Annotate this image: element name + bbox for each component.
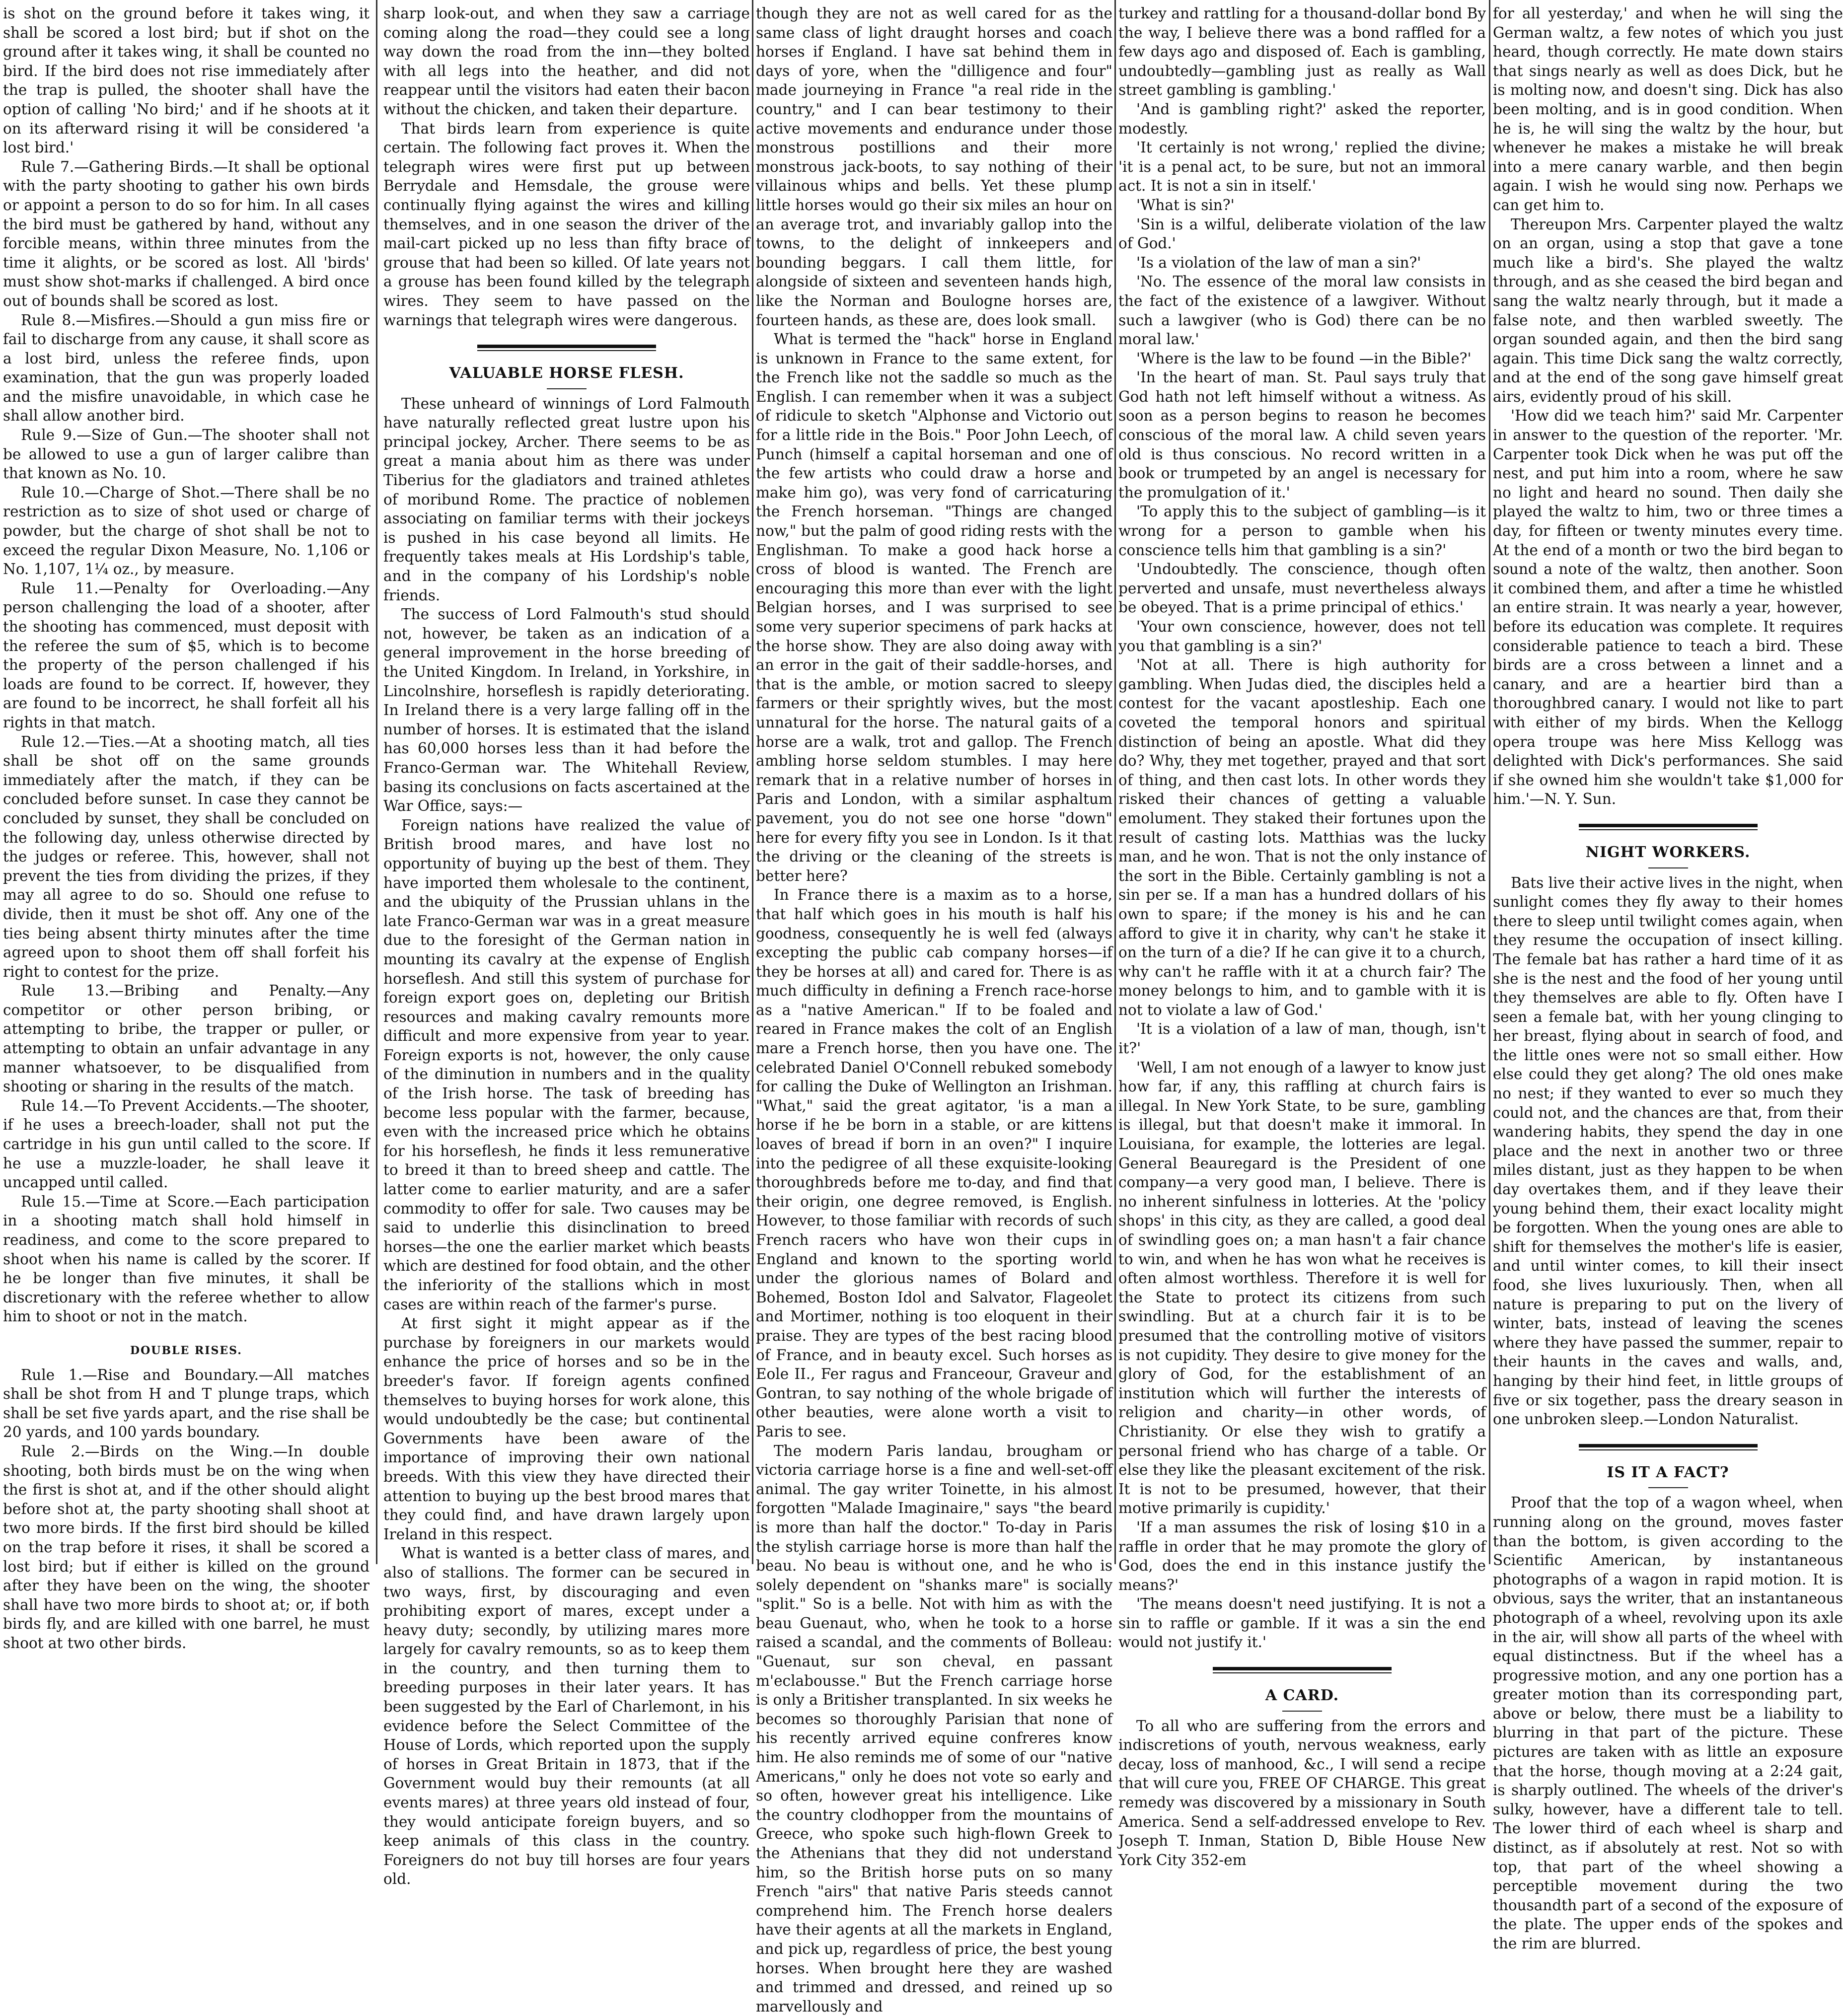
headline-dash bbox=[547, 388, 587, 389]
paragraph: 'Sin is a wilful, deliberate violation of the law of God.' bbox=[1118, 216, 1486, 252]
column-french-horses bbox=[756, 4, 1112, 2015]
column-rule bbox=[752, 0, 753, 1564]
paragraph: 'Your own conscience, however, does not tell you that gambling is a sin?' bbox=[1118, 618, 1486, 654]
column-shooting-rules bbox=[3, 4, 369, 1652]
paragraph: 'Undoubtedly. The conscience, though often perverted and unsafe, must nevertheless always be obeyed. That is a prime principal of ethics.' bbox=[1118, 561, 1486, 616]
paragraph: 'In the heart of man. St. Paul says truly that God hath not left himself without a witness. As soon as a person begins to reason he becomes conscious of the moral law. A child seven years old is thus conscious. No record written in a book or trumpeted by an angel is necessary for the promulgation of it.' bbox=[1118, 369, 1486, 501]
paragraph: 'To apply this to the subject of gambling—is it wrong for a person to gamble when his conscience tells him that gambling is a sin?' bbox=[1118, 503, 1486, 559]
paragraph: Proof that the top of a wagon wheel, when running along on the ground, moves faster than the bottom, is given according to the Scientific American, by instantaneous photographs of a wagon in rapid motion. It is obvious, says the writer, that an instantaneous photograph of a wheel, revolving upon its axle in the air, will show all parts of the wheel with equal distinctness. But if the wheel has a progressive motion, and any one portion has a greater motion than its corresponding part, above or below, there must be a liability to blurring in that part of the picture. These pictures are taken with as little an exposure that the horse, though moving at a 2:24 gait, is sharply outlined. The wheels of the driver's sulky, however, have a different tale to tell. The lower third of each wheel is sharp and distinct, as if absolutely at rest. Not so with top, that part of the wheel showing a perceptible movement during the two thousandth part of a second of the exposure of the plate. The upper ends of the spokes and the rim are blurred. bbox=[1493, 1494, 1843, 1952]
paragraph: 'It is a violation of a law of man, though, isn't it?' bbox=[1118, 1020, 1486, 1057]
paragraph: At first sight it might appear as if the purchase by foreigners in our markets would enhance the price of horses and so be in the breeder's favor. If foreign agents confined themselves to buying horses for work alone, this would undoubtedly be the case; but continental Governments have been aware of the importance of improving their own national breeds. With this view they have directed their attention to buying up the best brood mares that they could find, and have drawn largely upon Ireland in this respect. bbox=[383, 1315, 750, 1543]
column-rule bbox=[1114, 0, 1116, 1564]
article-headline: A CARD. bbox=[1265, 1687, 1339, 1705]
paragraph: Bats live their active lives in the night, when sunlight comes they fly away to their homes there to sleep until twilight comes again, when they resume the occupation of insect killing. The female bat has rather a hard time of it as she is the nest and the food of her young until they themselves are able to fly. Often have I seen a female bat, with her young clinging to her breast, flying about in search of food, and the little ones were not so small either. How else could they get along? The old ones make no nest; if they wanted to ever so much they could not, and the chances are that, from their wandering habits, they spend the day in one place and the next in another two or three miles distant, just as they happen to be when day overtakes them, and if they leave their young behind them, their exact locality might be forgotten. When the young ones are able to shift for themselves the mother's life is easier, and until winter comes, to kill their insect food, she lives luxuriously. Then, when all nature is preparing to put on the livery of winter, bats, instead of leaving the scenes where they have passed the summer, repair to their haunts in the caves and walls, and, hanging by their hind feet, in little groups of five or six together, pass the dreary season in one unbroken sleep.—London Naturalist. bbox=[1493, 874, 1843, 1428]
advertisement-text: To all who are suffering from the errors and indiscretions of youth, nervous weakness, early decay, loss of manhood, &c., I will send a recipe that will cure you, FREE OF CHARGE. This great remedy was discovered by a missionary in South America. Send a self-addressed envelope to Rev. Joseph T. Inman, Station D, Bible House New York City 352-em bbox=[1118, 1717, 1486, 1869]
paragraph: In France there is a maxim as to a horse, that half which goes in his mouth is half his goodness, consequently he is well fed (always excepting the public cab company horses—if they be horses at all) and cared for. There is as much difficulty in defining a French race-horse as a "native American." If to be foaled and reared in France makes the colt of an English mare a French horse, then you have one. The celebrated Daniel O'Connell rebuked somebody for calling the Duke of Wellington an Irishman. "What," said the great agitator, 'is a man a horse if he be born in a stable, or are kittens loaves of bread if born in an oven?" I inquire into the pedigree of all these exquisite-looking thoroughbreds before me to-day, and find that their origin, one degree removed, is English. However, to those familiar with records of such French racers who have won their cups in England and known to the sporting world under the glorious names of Bolard and Bohemed, Boston Idol and Salvator, Flageolet and Mortimer, nothing is too eloquent in their praise. They are types of the best racing blood of France, and in beauty excel. Such horses as Eole II., Fer ragus and Franceour, Graveur and Gontran, to say nothing of the whole brigade of other beauties, were alone worth a visit to Paris to see. bbox=[756, 886, 1112, 1440]
article-headline: IS IT A FACT? bbox=[1607, 1463, 1729, 1481]
headline-dash bbox=[1648, 867, 1688, 868]
headline-dash bbox=[1282, 1711, 1322, 1712]
paragraph: The modern Paris landau, brougham or victoria carriage horse is a fine and well-set-off animal. The gay writer Toinette, in his almost forgotten "Malade Imaginaire," says "the beard is more than half the doctor." To-day in Paris the stylish carriage horse is more than half the beau. No beau is without one, and he who is solely dependent on "shanks mare" is socially "split." So is a belle. Not with him as with the beau Guenaut, who, when he took to a horse raised a scandal, and the comments of Bolleau: "Guenaut, sur son cheval, en passant m'eclabousse." But the French carriage horse is only a Britisher transplanted. In six weeks he becomes so thoroughly Parisian that none of his recently arrived equine confreres know him. He also reminds me of some of our "native Americans," only he does not vote so early and so often, however great his intelligence. Like the country clodhopper from the mountains of Greece, who spoke such high-flown Greek to the Athenians that they did not understand him, so the British horse puts on so many French "airs" that native Paris steeds cannot comprehend him. The French horse dealers have their agents at all the markets in England, and pick up, regardless of price, the best young horses. When brought here they are washed and trimmed and dressed, and reined up so marvellously and bbox=[756, 1442, 1112, 2015]
paragraph: though they are not as well cared for as the same class of light draught horses and coach horses if England. I have sat behind them in days of yore, when the "dilligence and four" made journeying in France "a real ride in the country," and I can bear testimony to their active movements and endurance under those monstrous postillions and their more monstrous jack-boots, to say nothing of their villainous whips and bells. Yet these plump little horses would go their six miles an hour on an average trot, and invariably gallop into the towns, to the delight of innkeepers and bounding beggars. I call them little, for alongside of sixteen and seventeen hands high, like the Norman and Boulogne horses are, fourteen hands, as these are, does look small. bbox=[756, 5, 1112, 329]
section-rule bbox=[1579, 824, 1758, 830]
paragraph: Rule 14.—To Prevent Accidents.—The shooter, if he uses a breech-loader, shall not put the cartridge in his gun until called to the score. If he use a muzzle-loader, he shall leave it uncapped until called. bbox=[3, 1097, 369, 1191]
paragraph: Rule 9.—Size of Gun.—The shooter shall not be allowed to use a gun of larger calibre than that known as No. 10. bbox=[3, 427, 369, 482]
paragraph: Rule 1.—Rise and Boundary.—All matches shall be shot from H and T plunge traps, which shall be set five yards apart, and the rise shall be 20 yards, and 100 yards boundary. bbox=[3, 1366, 369, 1441]
column-horse-flesh bbox=[383, 4, 750, 1888]
paragraph: 'Where is the law to be found —in the Bible?' bbox=[1136, 350, 1472, 367]
paragraph: sharp look-out, and when they saw a carriage coming along the road—they could see a long way down the road from the inn—they bolted with all legs into the heather, and did not reappear until the visitors had eaten their bacon without the chicken, and taken their departure. bbox=[383, 5, 750, 118]
paragraph: These unheard of winnings of Lord Falmouth have naturally reflected great lustre upon his principal jockey, Archer. There seems to be as great a mania about him as there was under Tiberius for the gladiators and trained athletes of moribund Rome. The practice of noblemen associating on familiar terms with their jockeys is pushed in his case beyond all limits. He frequently takes meals at His Lordship's table, and in the company of his Lordship's noble friends. bbox=[383, 395, 750, 604]
paragraph: Foreign nations have realized the value of British brood mares, and have lost no opportunity of buying up the best of them. They have imported them wholesale to the continent, and the ubiquity of the Prussian uhlans in the late Franco-German war was in a great measure due to the foresight of the German nation in mounting its cavalry at the expense of English horseflesh. And still this system of purchase for foreign export goes on, depleting our British resources and making cavalry remounts more difficult and more expensive from year to year. Foreign exports is not, however, the only cause of the diminution in numbers and in the quality of the Irish horse. The task of breeding has become less popular with the farmer, because, even with the increased price which he obtains for his horseflesh, he finds it less remunerative to breed it than to breed sheep and cattle. The latter come to earlier maturity, and are a safer commodity to offer for sale. Two causes may be said to underlie this disinclination to breed horses—the one the earlier market which beasts which are destined for food obtain, and the other the inferiority of the stallions which in most cases are within reach of the farmer's purse. bbox=[383, 816, 750, 1313]
paragraph: Rule 7.—Gathering Birds.—It shall be optional with the party shooting to gather his own birds or appoint a person to do so for him. In all cases the bird must be gathered by hand, without any forcible means, within three minutes from the time it alights, or be scored as lost. All 'birds' must show shot-marks if challenged. A bird once out of bounds shall be scored as lost. bbox=[3, 158, 369, 309]
paragraph: 'Well, I am not enough of a lawyer to know just how far, if any, this raffling at church fairs is illegal. In New York State, to be sure, gambling is illegal, but that doesn't make it immoral. In Louisiana, for example, the lotteries are legal. General Beauregard is the President of one company—a very good man, I believe. There is no inherent sinfulness in lotteries. At the 'policy shops' in this city, as they are called, a good deal of swindling goes on; a man hasn't a fair chance to win, and when he has won what he receives is often almost worthless. Therefore it is well for the State to protect its citizens from such swindling. But at a church fair it is to be presumed that the controlling motive of visitors is not cupidity. They desire to give money for the glory of God, for the establishment of an institution which will further the interests of religion and charity—in other words, of Christianity. Or else they wish to gratify a personal friend who has charge of a table. Or else they like the pleasant excitement of the risk. It is not to be presumed, however, that their motive primarily is cupidity.' bbox=[1118, 1059, 1486, 1517]
paragraph: What is termed the "hack" horse in England is unknown in France to the same extent, for the French like not the saddle so much as the English. I can remember when it was a subject of ridicule to sketch "Alphonse and Victorio out for a little ride in the Bois." Poor John Leech, of Punch (himself a capital horseman and one of the few artists who could draw a horse and make him go), was very fond of carricaturing the French horseman. "Things are changed now," but the palm of good riding rests with the Englishman. To make a good hack horse a cross of blood is wanted. The French are encouraging this more than ever with the light Belgian horses, and I was surprised to see some very superior specimens of park hacks at the horse show. They are also doing away with an error in the gait of their saddle-horses, and that is the amble, or motion sacred to sleepy farmers or their sprightly wives, but the most unnatural for the horse. The natural gaits of a horse are a walk, trot and gallop. The French ambling horse seldom stumbles. I may here remark that in a relative number of horses in Paris and London, with a similar asphaltum pavement, you do not see one horse "down" here for every fifty you see in London. Is it that the driving or the cleaning of the streets is better here? bbox=[756, 331, 1112, 884]
paragraph: Rule 12.—Ties.—At a shooting match, all ties shall be shot off on the same grounds immediately after the match, if they can be concluded before sunset. In case they cannot be concluded by sunset, they shall be concluded on the following day, unless otherwise directed by the judges or referee. This, however, shall not prevent the ties from dividing the prizes, if they may all agree to do so. Should one refuse to divide, then it must be shot off. Any one of the ties being absent thirty minutes after the time agreed upon to shoot them off shall forfeit his right to contest for the prize. bbox=[3, 733, 369, 980]
paragraph: 'And is gambling right?' asked the reporter, modestly. bbox=[1118, 100, 1486, 137]
paragraph: 'It certainly is not wrong,' replied the divine; 'it is a penal act, to be sure, but not an immoral act. It is not a sin in itself.' bbox=[1118, 139, 1486, 195]
paragraph: The success of Lord Falmouth's stud should not, however, be taken as an indication of a general improvement in the horse breeding of the United Kingdom. In Ireland, in Yorkshire, in Lincolnshire, horseflesh is rapidly deteriorating. In Ireland there is a very large falling off in the number of horses. It is estimated that the island has 60,000 horses less than it had before the Franco-German war. The Whitehall Review, basing its conclusions on facts ascertained at the War Office, says:— bbox=[383, 606, 750, 815]
paragraph: turkey and rattling for a thousand-dollar bond By the way, I believe there was a bond raffled for a few days ago and disposed of. Each is gambling, undoubtedly—gambling just as really as Wall street gambling is gambling.' bbox=[1118, 5, 1486, 99]
paragraph: Rule 8.—Misfires.—Should a gun miss fire or fail to discharge from any cause, it shall score as a lost bird, unless the referee finds, upon examination, that the gun was properly loaded and the misfire unavoidable, in which case he shall allow another bird. bbox=[3, 311, 369, 425]
paragraph: 'No. The essence of the moral law consists in the fact of the existence of a lawgiver. Without such a lawgiver (who is God) there can be no moral law.' bbox=[1118, 273, 1486, 348]
paragraph: Rule 15.—Time at Score.—Each participation in a shooting match shall hold himself in readiness, and come to the score prepared to shoot when his name is called by the scorer. If he be longer than five minutes, it shall be discretionary with the referee whether to allow him to shoot or not in the match. bbox=[3, 1193, 369, 1325]
paragraph: That birds learn from experience is quite certain. The following fact proves it. When the telegraph wires were first put up between Berrydale and Hemsdale, the grouse were continually flying against the wires and killing themselves, and in one season the driver of the mail-cart picked up no less than fifty brace of grouse that had been so killed. Of late years not a grouse has been found killed by the telegraph wires. They seem to have passed on the warnings that telegraph wires were dangerous. bbox=[383, 120, 750, 329]
article-headline: VALUABLE HORSE FLESH. bbox=[449, 364, 684, 382]
paragraph: 'Not at all. There is high authority for gambling. When Judas died, the disciples held a contest for the vacant apostleship. Each one coveted the temporal honors and spiritual distinction of being an apostle. What did they do? Why, they met together, prayed and that sort of thing, and then cast lots. In other words they risked their chances of getting a valuable emolument. They staked their fortunes upon the result of casting lots. Matthias was the lucky man, and he won. That is not the only instance of the sort in the Bible. Certainly gambling is not a sin per se. If a man has a hundred dollars of his own to spare; if the money is his and he can afford to give it in charity, why can't he stake it on the turn of a die? If he can give it to a church, why can't he raffle with it at a church fair? The money belongs to him, and to gamble with it is not to violate a law of God.' bbox=[1118, 656, 1486, 1018]
column-bird-and-bats bbox=[1493, 4, 1843, 1952]
section-subhead: DOUBLE RISES. bbox=[130, 1344, 242, 1357]
section-rule bbox=[1213, 1667, 1392, 1673]
paragraph: 'Is a violation of the law of man a sin?' bbox=[1136, 254, 1421, 271]
paragraph: 'If a man assumes the risk of losing $10 in a raffle in order that he may promote the glory of God, does the end in this instance justify the means?' bbox=[1118, 1518, 1486, 1593]
column-rule bbox=[1489, 0, 1490, 1564]
paragraph: 'What is sin?' bbox=[1136, 196, 1235, 214]
paragraph: 'How did we teach him?' said Mr. Carpenter in answer to the question of the reporter. 'Mr. Carpenter took Dick when he was put off the nest, and put him into a room, where he saw no light and heard no sound. Then daily she played the waltz to him, two or three times a day, for fifteen or twenty minutes every time. At the end of a month or two the bird began to sound a note of the waltz, then another. Soon it combined them, and after a time he whistled an entire strain. It was nearly a year, however, before its education was complete. It requires considerable patience to teach a bird. These birds are a cross between a linnet and a canary, and are a heartier bird than a thoroughbred canary. I would not like to part with either of my birds. When the Kellogg opera troupe was here Miss Kellogg was delighted with Dick's performances. She said if she owned him she wouldn't take $1,000 for him.'—N. Y. Sun. bbox=[1493, 407, 1843, 808]
paragraph: Rule 11.—Penalty for Overloading.—Any person challenging the load of a shooter, after the shooting has commenced, must deposit with the referee the sum of $5, which is to become the property of the person challenged if his loads are found to be correct. If, however, they are found to be incorrect, he shall forfeit all his rights in that match. bbox=[3, 579, 369, 731]
paragraph: Thereupon Mrs. Carpenter played the waltz on an organ, using a stop that gave a tone much like a bird's. She played the waltz through, and as she ceased the bird began and sang the waltz nearly through, but it made a false note, and then warbled sweetly. The organ sounded again, and then the bird sang again. This time Dick sang the waltz correctly, and at the end of the song gave himself great airs, evidently proud of his skill. bbox=[1493, 216, 1843, 405]
column-rule bbox=[376, 0, 377, 1564]
column-gambling-interview bbox=[1118, 4, 1486, 1869]
section-rule bbox=[477, 345, 656, 351]
paragraph: Rule 13.—Bribing and Penalty.—Any competitor or other person bribing, or attempting to bribe, the trapper or puller, or attempting to obtain an unfair advantage in any manner whatsoever, to be disqualified from shooting or sharing in the results of the match. bbox=[3, 982, 369, 1095]
paragraph: for all yesterday,' and when he will sing the German waltz, a few notes of which you just heard, though correctly. He mate down stairs that sings nearly as well as does Dick, but he is molting now, and doesn't sing. Dick has also been molting, and is in good condition. When he is, he will sing the waltz by the hour, but whenever he makes a mistake he will break into a mere canary warble, and then begin again. I wish he would sing now. Perhaps we can get him to. bbox=[1493, 5, 1843, 214]
paragraph: is shot on the ground before it takes wing, it shall be scored a lost bird; but if shot on the ground after it takes wing, it shall be counted no bird. If the bird does not rise immediately after the trap is pulled, the shooter shall have the option of calling 'No bird;' and if he shoots at it on its afterward rising it will be considered 'a lost bird.' bbox=[3, 5, 369, 156]
article-headline: NIGHT WORKERS. bbox=[1585, 843, 1751, 861]
paragraph: Rule 10.—Charge of Shot.—There shall be no restriction as to size of shot used or charge of powder, but the charge of shot shall be not to exceed the regular Dixon Measure, No. 1,106 or No. 1,107, 1¼ oz., by measure. bbox=[3, 484, 369, 578]
section-rule bbox=[1579, 1444, 1758, 1450]
paragraph: Rule 2.—Birds on the Wing.—In double shooting, both birds must be on the wing when the first is shot at, and if the other should alight before shot at, the party shooting shall shoot at two more birds. If the first bird should be killed on the trap before it rises, it shall be scored a lost bird; but if either is killed on the ground after they have been on the wing, the shooter shall have two more birds to shoot at; or, if both birds fly, and are killed with one barrel, he must shoot at two other birds. bbox=[3, 1442, 369, 1652]
headline-dash bbox=[1648, 1487, 1688, 1488]
paragraph: What is wanted is a better class of mares, and also of stallions. The former can be secured in two ways, first, by discouraging and even prohibiting export of mares, except under a heavy duty; secondly, by utilizing mares more largely for cavalry remounts, so as to keep them in the country, and then turning them to breeding purposes in their later years. It has been suggested by the Earl of Charlemont, in his evidence before the Select Committee of the House of Lords, which reported upon the supply of horses in Great Britain in 1873, that if the Government would buy their remounts (at all events mares) at three years old instead of four, they would anticipate foreign buyers, and so keep animals of this class in the country. Foreigners do not buy till horses are four years old. bbox=[383, 1545, 750, 1888]
paragraph: 'The means doesn't need justifying. It is not a sin to raffle or gamble. If it was a sin the end would not justify it.' bbox=[1118, 1595, 1486, 1651]
